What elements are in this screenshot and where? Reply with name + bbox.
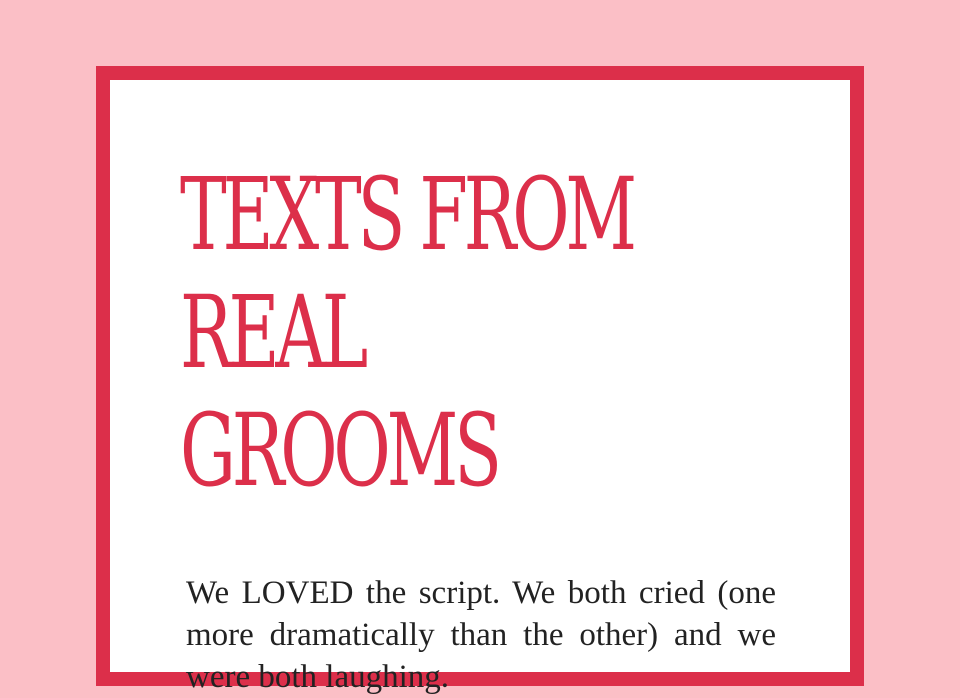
headline-line: GROOMS bbox=[180, 392, 498, 509]
article-card bbox=[96, 66, 864, 695]
headline-line: REAL bbox=[180, 274, 365, 391]
quote-paragraph: We LOVED the script. We both cried (one more dramatically than the other) and we were both laughing. bbox=[186, 575, 776, 695]
headline bbox=[180, 156, 633, 510]
headline-line: TEXTS FROM bbox=[180, 156, 633, 273]
